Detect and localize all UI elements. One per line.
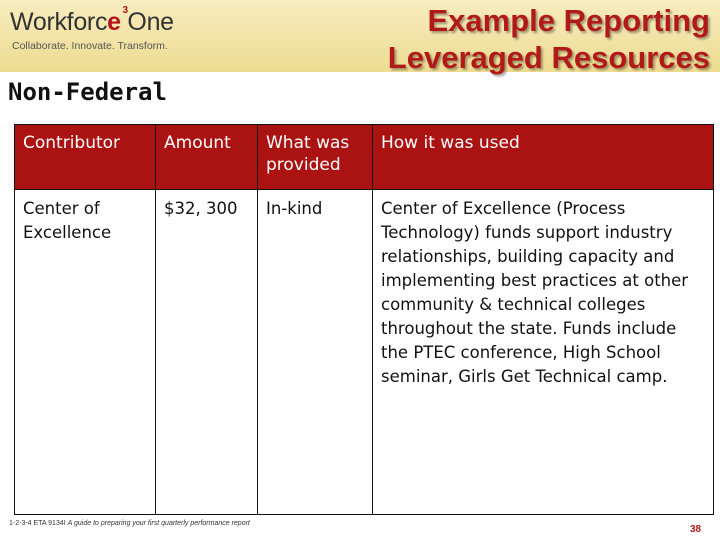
header-how-it-was-used: How it was used — [373, 125, 714, 190]
cell-how-it-was-used: Center of Excellence (Process Technology) funds support industry relationships, building capacity and implementing best practices at other community & technical colleges throughout the state. Funds include the PTEC conference, High School seminar, Girls Get Technical camp. — [373, 190, 714, 515]
leveraged-resources-table — [14, 124, 714, 515]
logo-e3-mark: e 3 — [107, 5, 128, 36]
footer-note — [9, 520, 250, 527]
footer-prefix: 1-2-3-4 ETA 9134I — [9, 520, 66, 527]
page-title — [330, 2, 710, 76]
header-amount: Amount — [156, 125, 258, 190]
cell-amount: $32, 300 — [156, 190, 258, 515]
workforce3one-logo[interactable] — [10, 5, 210, 58]
logo-wordmark: Workforce 3 One — [10, 5, 174, 36]
header-what-was-provided: What was provided — [258, 125, 373, 190]
page-title-line-2: Leveraged Resources — [387, 40, 710, 75]
footer-text: A guide to preparing your first quarterly performance report — [67, 520, 250, 527]
table-row — [15, 190, 714, 515]
page-title-line-1: Example Reporting — [427, 3, 710, 38]
page-number: 38 — [690, 524, 702, 535]
section-subtitle: Non-Federal — [8, 78, 167, 106]
cell-contributor: Center of Excellence — [15, 190, 156, 515]
logo-tagline: Collaborate. Innovate. Transform. — [12, 40, 168, 52]
header-contributor: Contributor — [15, 125, 156, 190]
table-header-row — [15, 125, 714, 190]
cell-what-was-provided: In-kind — [258, 190, 373, 515]
